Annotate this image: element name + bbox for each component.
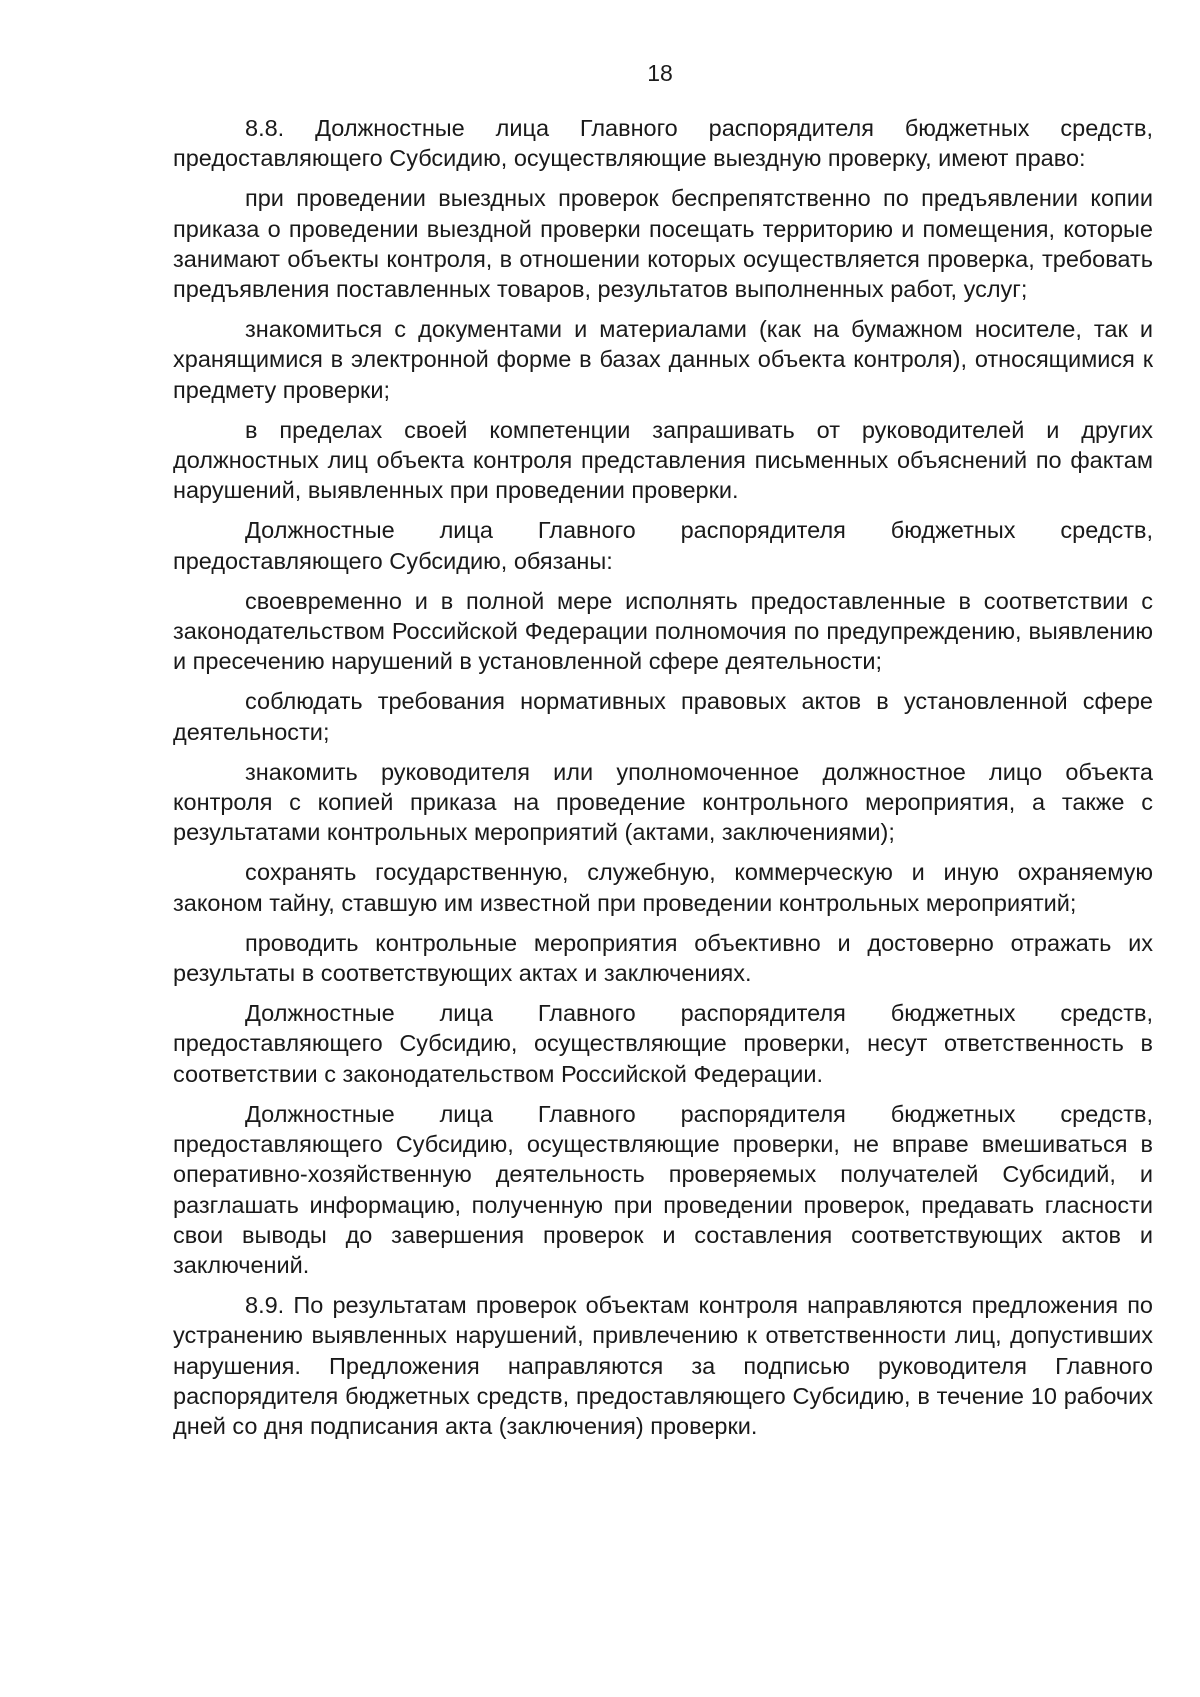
paragraph-obligation-powers: своевременно и в полной мере исполнять предоставленные в соответствии с законодательством Российской Федерации полномочия по предупреждению, выявлению и пресечению нарушений в установленной сфере деятельности; — [173, 587, 1153, 675]
paragraph-obligation-objectivity: проводить контрольные мероприятия объективно и достоверно отражать их результаты в соответствующих актах и заключениях. — [173, 929, 1153, 987]
paragraph-right-explanations: в пределах своей компетенции запрашивать от руководителей и других должностных лиц объекта контроля представления письменных объяснений по фактам нарушений, выявленных при проведении проверки. — [173, 416, 1153, 504]
paragraph-obligations-intro: Должностные лица Главного распорядителя бюджетных средств, предоставляющего Субсидию, обязаны: — [173, 517, 1153, 574]
paragraph-obligation-compliance: соблюдать требования нормативных правовых актов в установленной сфере деятельности; — [173, 688, 1153, 745]
paragraph-8-8-rights-intro: 8.8. Должностные лица Главного распорядителя бюджетных средств, предоставляющего Субсидию, осуществляющие выездную проверку, имеют право: — [173, 115, 1153, 172]
paragraph-obligation-inform: знакомить руководителя или уполномоченное должностное лицо объекта контроля с копией приказа на проведение контрольного мероприятия, а также с результатами контрольных мероприятий (актами, заключениями); — [173, 758, 1153, 846]
page-number: 18 — [647, 60, 673, 86]
paragraph-obligation-secrecy: сохранять государственную, служебную, коммерческую и иную охраняемую законом тайну, ставшую им известной при проведении контрольных мероприятий; — [173, 859, 1153, 916]
paragraph-non-interference: Должностные лица Главного распорядителя бюджетных средств, предоставляющего Субсидию, осуществляющие проверки, не вправе вмешиваться в оперативно-хозяйственную деятельность проверяемых получателей Субсидий, и разглашать информацию, полученную при проведении проверок, предавать гласности свои выводы до завершения проверок и составления соответствующих актов и заключений. — [173, 1100, 1153, 1278]
paragraph-8-9-results: 8.9. По результатам проверок объектам контроля направляются предложения по устранению выявленных нарушений, привлечению к ответственности лиц, допустивших нарушения. Предложения направляются за подписью руководителя Главного распорядителя бюджетных средств, предоставляющего Субсидию, в течение 10 рабочих дней со дня подписания акта (заключения) проверки. — [173, 1292, 1153, 1439]
paragraph-right-site-visit: при проведении выездных проверок беспрепятственно по предъявлении копии приказа о проведении выездной проверки посещать территорию и помещения, которые занимают объекты контроля, в отношении которых осуществляется проверка, требовать предъявления поставленных товаров, результатов выполненных работ, услуг; — [173, 185, 1153, 303]
paragraph-responsibility: Должностные лица Главного распорядителя бюджетных средств, предоставляющего Субсидию, осуществляющие проверки, несут ответственность в соответствии с законодательством Российской Федерации. — [173, 1000, 1153, 1087]
paragraph-right-documents: знакомиться с документами и материалами (как на бумажном носителе, так и хранящимися в электронной форме в базах данных объекта контроля), относящимися к предмету проверки; — [173, 316, 1153, 403]
document-body — [173, 113, 1153, 1451]
